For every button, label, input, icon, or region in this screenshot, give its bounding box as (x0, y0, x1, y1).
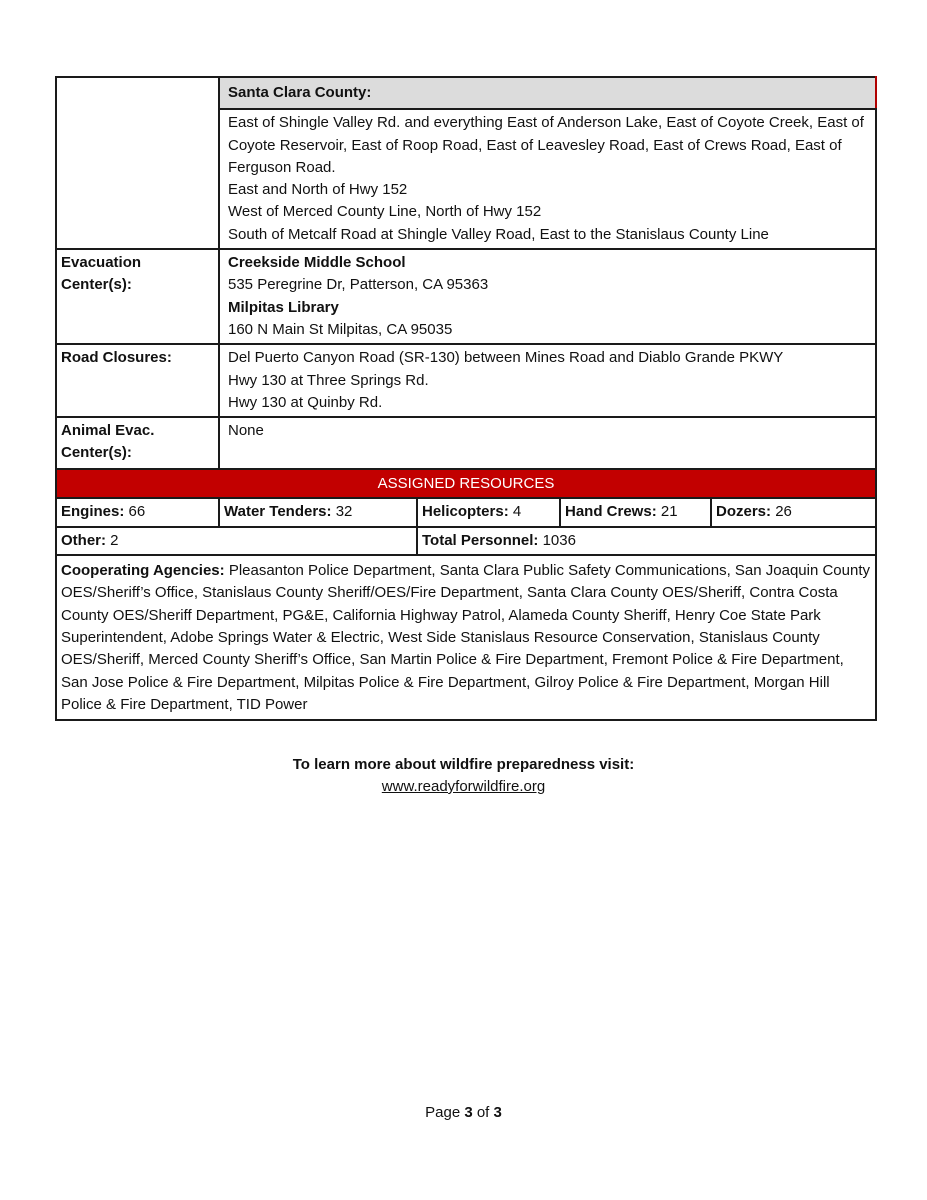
total-personnel-label: Total Personnel: (422, 531, 539, 549)
hand-crews-label: Hand Crews: (565, 503, 657, 521)
cooperating-agencies-cell (56, 555, 876, 720)
page-prefix: Page (425, 1104, 465, 1121)
evacuation-centers-cell (219, 249, 876, 344)
county-label-cell (56, 77, 219, 249)
page-total: 3 (493, 1104, 502, 1121)
dozers-cell (711, 498, 876, 526)
road-closure-line: Hwy 130 at Quinby Rd. (228, 393, 383, 411)
resources-row-1 (56, 498, 876, 526)
road-closure-line: Del Puerto Canyon Road (SR-130) between Mines Road and Diablo Grande PKWY (228, 349, 784, 367)
evacuation-label-line2: Center(s): (61, 276, 132, 294)
resources-header-row (56, 469, 876, 498)
dozers-value: 26 (775, 503, 792, 521)
county-area-line: South of Metcalf Road at Shingle Valley Road, East to the Stanislaus County Line (228, 225, 769, 243)
road-closures-cell (219, 344, 876, 417)
county-area-line: East and North of Hwy 152 (228, 181, 408, 199)
evacuation-center-name: Milpitas Library (228, 298, 339, 316)
evacuation-row (56, 249, 876, 344)
engines-value: 66 (128, 503, 146, 521)
animal-evac-label-line2: Center(s): (61, 444, 132, 462)
other-value: 2 (110, 531, 119, 549)
animal-evac-label-line1: Animal Evac. (61, 422, 155, 440)
evacuation-label-line1: Evacuation (61, 254, 142, 272)
helicopters-value: 4 (512, 503, 522, 521)
total-personnel-value: 1036 (542, 531, 576, 549)
page-mid: of (472, 1104, 494, 1121)
county-header-row (56, 77, 876, 109)
hand-crews-cell (560, 498, 711, 526)
road-closures-row (56, 344, 876, 417)
learn-more-text: To learn more about wildfire preparedness visit: (292, 756, 635, 773)
water-tenders-value: 32 (335, 503, 353, 521)
dozers-label: Dozers: (716, 503, 772, 521)
cooperating-agencies-text: Pleasanton Police Department, Santa Clara Public Safety Communications, San Joaquin County OES/Sheriff’s Office, Stanislaus County Sheriff/OES/Fire Department, Santa Clara County OES/Sheriff, Contra Costa County OES/Sheriff Department, PG&E, California Highway Patrol, Alameda County Sheriff, Henry Coe State Park Superintendent, Adobe Springs Water & Electric, West Side Stanislaus Resource Conservation, Stanislaus County OES/Sheriff, Merced County Sheriff’s Office, San Martin Police & Fire Department, Fremont Police & Fire Department, San Jose Police & Fire Department, Milpitas Police & Fire Department, Gilroy Police & Fire Department, Morgan Hill Police & Fire Department, TID Power (61, 562, 870, 713)
county-areas-cell (219, 109, 876, 249)
page-current: 3 (464, 1104, 473, 1121)
evacuation-center-address: 535 Peregrine Dr, Patterson, CA 95363 (228, 276, 489, 294)
animal-evac-row (56, 417, 876, 469)
other-cell (56, 527, 417, 555)
total-personnel-cell (417, 527, 876, 555)
preparedness-note (0, 754, 927, 798)
incident-info-table (55, 76, 877, 721)
resources-row-2 (56, 527, 876, 555)
evacuation-center-name: Creekside Middle School (228, 254, 406, 272)
page-number (0, 1104, 927, 1121)
cooperating-agencies-label: Cooperating Agencies: (61, 562, 225, 580)
county-area-line: West of Merced County Line, North of Hwy 152 (228, 203, 542, 221)
evacuation-label (56, 249, 219, 344)
water-tenders-cell (219, 498, 417, 526)
helicopters-label: Helicopters: (422, 503, 509, 521)
county-area-line: East of Shingle Valley Rd. and everything East of Anderson Lake, East of Coyote Creek, East of Coyote Reservoir, East of Roop Road, East of Leavesley Road, East of Crews Road, East of Ferguson Road. (228, 114, 864, 176)
engines-cell (56, 498, 219, 526)
engines-label: Engines: (61, 503, 125, 521)
county-header: Santa Clara County: (219, 77, 876, 109)
evacuation-center-address: 160 N Main St Milpitas, CA 95035 (228, 320, 453, 338)
road-closures-label: Road Closures: (56, 344, 219, 417)
hand-crews-value: 21 (660, 503, 678, 521)
animal-evac-value: None (219, 417, 876, 469)
cooperating-agencies-row (56, 555, 876, 720)
helicopters-cell (417, 498, 560, 526)
readyforwildfire-link[interactable]: www.readyforwildfire.org (381, 778, 546, 795)
animal-evac-label (56, 417, 219, 469)
water-tenders-label: Water Tenders: (224, 503, 332, 521)
other-label: Other: (61, 531, 106, 549)
road-closure-line: Hwy 130 at Three Springs Rd. (228, 371, 429, 389)
assigned-resources-title: ASSIGNED RESOURCES (56, 469, 876, 498)
